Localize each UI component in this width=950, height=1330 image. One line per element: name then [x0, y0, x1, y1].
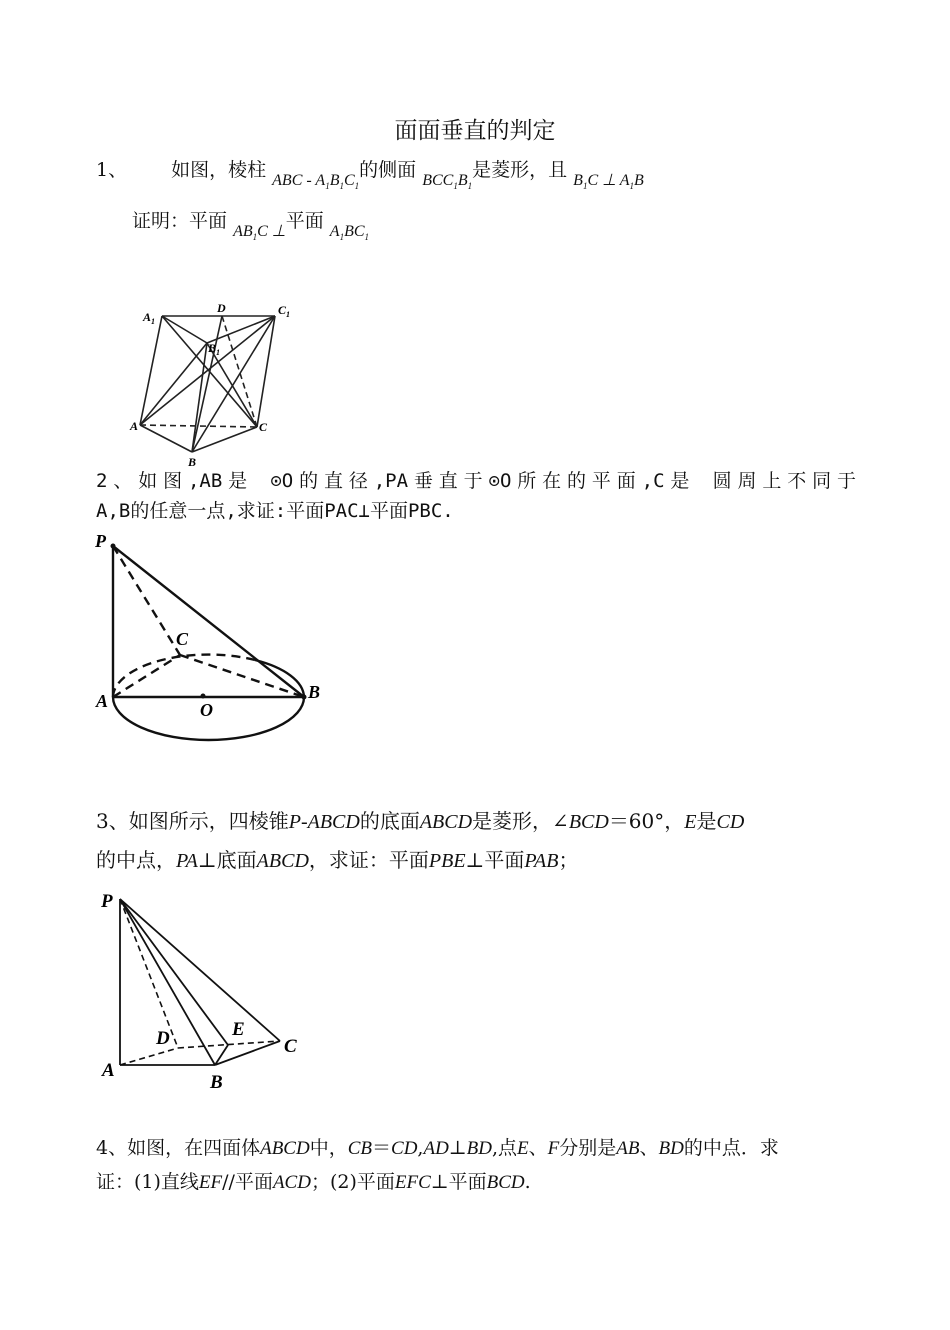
point-o — [201, 694, 206, 699]
label-d: D — [217, 301, 226, 315]
label-a: A — [102, 1060, 115, 1081]
label-b: B — [308, 682, 321, 702]
label-b1: $B_1$ — [208, 341, 221, 357]
label-e: E — [232, 1019, 245, 1040]
q4-line1: 4、如图，在四面体ABCD中，CB＝CD,AD⊥BD,点E、F分别是AB、BD的中点．求 — [96, 1137, 779, 1159]
circle-back-arc-dashed — [113, 655, 255, 697]
q3-line2: 的中点，PA⊥底面ABCD，求证：平面PBE⊥平面PAB； — [96, 848, 579, 872]
q1-text-c: 是菱形，且 — [472, 159, 568, 181]
q1-expr-prism: ABC - A1B1C1 — [272, 172, 360, 192]
q1-expr-plane1: AB1C ⊥ — [233, 223, 286, 243]
segment-cb-dashed — [180, 655, 304, 697]
q1-expr-plane2: A1BC1 — [329, 223, 370, 243]
hidden-edge-pd — [120, 899, 178, 1048]
label-p: P — [101, 891, 113, 912]
label-b: B — [210, 1072, 223, 1093]
q1-text-a: 如图，棱柱 — [171, 159, 267, 181]
point-p — [111, 544, 116, 549]
label-c1: $C_1$ — [278, 303, 291, 319]
label-c: C — [176, 629, 189, 649]
segment-pc-dashed — [113, 546, 180, 655]
hidden-edge-ad — [120, 1048, 178, 1065]
edge-pc — [120, 899, 280, 1041]
q1-expr-face: BCC1B1 — [422, 172, 473, 192]
line-pe — [120, 899, 228, 1045]
q1-expr-perp: B1C ⊥ A1B — [573, 172, 644, 192]
edge-c1-c — [257, 316, 275, 427]
q2-line2: A,B的任意一点,求证:平面PAC⊥平面PBC. — [96, 500, 454, 522]
label-o: O — [200, 700, 213, 720]
diag-c1-a — [140, 316, 275, 425]
segment-ac-dashed — [113, 655, 180, 697]
edge-bc — [215, 1041, 280, 1065]
label-c: C — [259, 420, 268, 434]
q1-number: 1、 — [96, 159, 128, 181]
label-a: A — [130, 419, 139, 433]
label-c: C — [284, 1036, 297, 1057]
page-title: 面面垂直的判定 — [394, 118, 556, 144]
label-a: A — [96, 691, 109, 711]
point-b — [302, 695, 307, 700]
edge-c-b — [192, 427, 257, 452]
q1-plane-text: 平面 — [285, 210, 324, 232]
label-a1: $A_1$ — [143, 310, 156, 326]
label-b: B — [188, 455, 197, 469]
q1-text-b: 的侧面 — [359, 159, 417, 181]
edge-a1-a — [140, 316, 162, 425]
q3-line1: 3、如图所示，四棱锥P-ABCD的底面ABCD是菱形，∠BCD＝60°，E是CD — [96, 809, 745, 833]
segment-pb — [113, 546, 304, 697]
edge-a-b — [140, 425, 192, 452]
q1-proof-text: 证明：平面 — [132, 210, 228, 232]
hidden-line-d-c — [222, 316, 257, 427]
q2-line1: 2、如图,AB是 ⊙O的直径,PA垂直于⊙O所在的平面,C是 圆周上不同于 — [96, 470, 856, 492]
edge-a1-b1 — [162, 316, 207, 343]
label-p: P — [95, 531, 106, 551]
label-d: D — [156, 1028, 170, 1049]
q4-line2: 证：(1)直线EF//平面ACD；(2)平面EFC⊥平面BCD. — [96, 1171, 531, 1193]
